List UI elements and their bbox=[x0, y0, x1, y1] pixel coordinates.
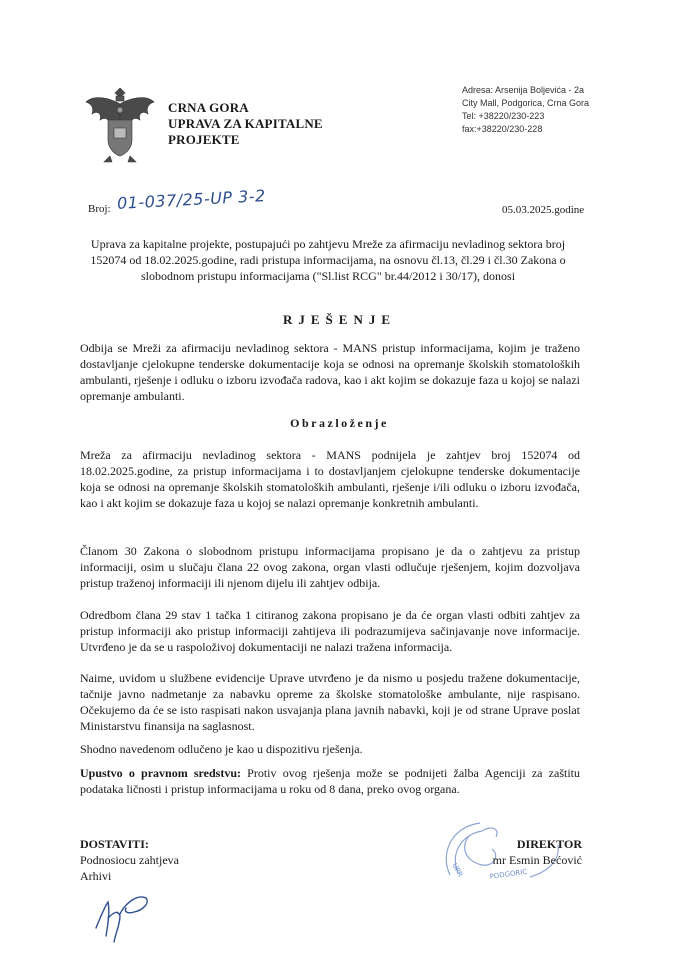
svg-text:PODGORIC: PODGORIC bbox=[489, 867, 528, 881]
address-line-1: Adresa: Arsenija Boljevića - 2a bbox=[462, 85, 585, 95]
legal-remedy-paragraph bbox=[80, 765, 580, 797]
org-line-1: CRNA GORA bbox=[168, 100, 249, 115]
address-line-2: City Mall, Podgorica, Crna Gora bbox=[462, 98, 590, 108]
intro-paragraph: Uprava za kapitalne projekte, postupajući po zahtjevu Mreže za afirmaciju nevladinog sektora broj 152074 od 18.02.2025.godine, radi pristupa informacijama, na osnovu čl.13, čl.29 i čl.30 Zakona o slobodnom pristupu informacijama ("Sl.list RCG" br.44/2012 i 30/17), donosi bbox=[90, 237, 566, 283]
delivery-item-1: Podnosiocu zahtjeva bbox=[80, 853, 179, 867]
reasoning-paragraph-1: Mreža za afirmaciju nevladinog sektora - MANS podnijela je zahtjev broj 152074 od 18.02.2025.godine, za pristup informacijama i to dostavljanjem cjelokupne tenderske dokumentacije koja se odnosi na opremanje školskih stomatoloških ambulanti, rješenje i/ili odluku o izboru izvođača, kao i akt kojim se dokazuje faza u kojoj se nalazi opremanje konkretnih ambulanti. bbox=[80, 448, 580, 510]
org-line-2: UPRAVA ZA KAPITALNE bbox=[168, 116, 323, 131]
document-title: RJEŠENJE bbox=[282, 312, 397, 327]
decision-paragraph: Odbija se Mreži za afirmaciju nevladinog sektora - MANS pristup informacijama, kojim je traženo dostavljanje cjelokupne tenderske dokumentacije koja se odnosi na opremanje školskih stomatoloških ambulanti, rješenje i odluku o izboru izvođača radova, kao i akt kojim se dokazuje faza u kojoj se nalazi opremanje ambulanti. bbox=[80, 341, 580, 403]
address-line-3: Tel: +38220/230-223 bbox=[462, 111, 545, 121]
reasoning-paragraph-3: Odredbom člana 29 stav 1 tačka 1 citiranog zakona propisano je da će organ vlasti odbiti zahtjev za pristup informaciji ako pristup informaciji zahtijeva ili podrazumijeva sačinjavanje nove informacije. Utvrđeno je da se u raspoloživoj dokumentaciji ne nalazi tražena informacija. bbox=[80, 608, 580, 654]
org-line-3: PROJEKTE bbox=[168, 132, 240, 147]
reference-number-label: Broj: bbox=[88, 203, 111, 215]
delivery-block bbox=[80, 836, 179, 884]
delivery-item-2: Arhivi bbox=[80, 869, 112, 883]
director-block bbox=[492, 836, 582, 868]
reasoning-paragraph-4: Naime, uvidom u službene evidencije Uprave utvrđeno je da nismo u posjedu tražene dokumentacije, tačnije javno nadmetanje za nabavku opreme za školske stomatološke ambulante, nije raspisano. Očekujemo da će se isto raspisati nakon usvajanja plana javnih nabavki, koji je od strane Uprave poslat Ministarstvu finansija na saglasnost. bbox=[80, 671, 580, 733]
organization-name bbox=[168, 100, 323, 148]
address-line-4: fax:+38220/230-228 bbox=[462, 124, 543, 134]
director-title: DIREKTOR bbox=[516, 837, 582, 851]
reference-number-handwritten: 01-037/25-UP 3-2 bbox=[116, 186, 267, 213]
delivery-label: DOSTAVITI: bbox=[80, 837, 149, 851]
address-block bbox=[462, 84, 589, 136]
legal-remedy-label: Upustvo o pravnom sredstvu: bbox=[80, 766, 241, 780]
reasoning-paragraph-2: Članom 30 Zakona o slobodnom pristupu informacijama propisano je da o zahtjevu za pristup informaciji, osim u slučaju člana 22 ovog zakona, organ vlasti odlučuje rješenjem, kojim dozvoljava pristup traženoj informaciji ili njenom dijelu ili zahtjev odbija. bbox=[80, 544, 580, 590]
coat-of-arms-icon bbox=[80, 84, 160, 164]
legal-remedy-text: Protiv ovog rješenja može se podnijeti žalba Agenciji za zaštitu podataka ličnosti i pristup informacijama u roku od 8 dana, preko ovog organa. bbox=[80, 766, 580, 796]
svg-text:UPR: UPR bbox=[450, 862, 465, 879]
document-date: 05.03.2025.godine bbox=[502, 204, 585, 216]
reasoning-heading: Obrazloženje bbox=[290, 416, 389, 430]
director-name: mr Esmin Bećović bbox=[492, 853, 582, 867]
handwritten-signature-icon bbox=[90, 888, 160, 946]
reasoning-paragraph-5: Shodno navedenom odlučeno je kao u dispozitivu rješenja. bbox=[80, 742, 363, 756]
